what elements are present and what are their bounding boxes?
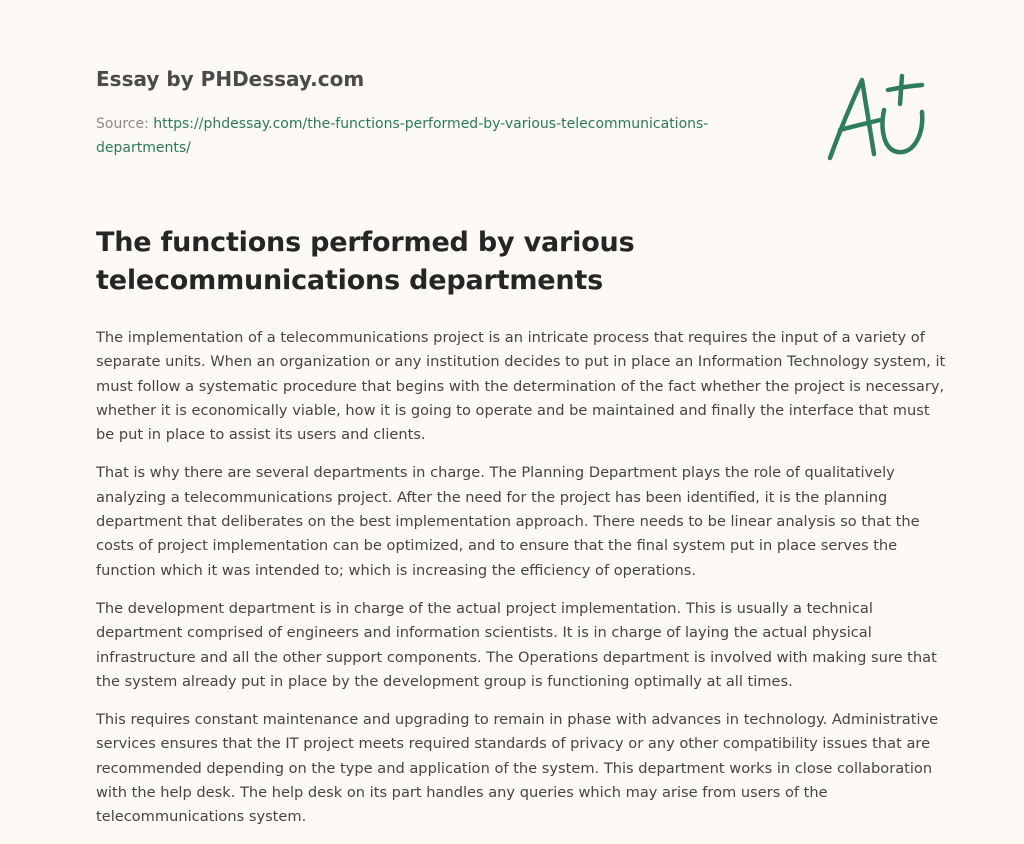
source-link[interactable]: https://phdessay.com/the-functions-performed-by-various-telecommunications-departments/ [96,116,709,156]
site-title: Essay by PHDessay.com [96,67,365,91]
essay-paragraph: The implementation of a telecommunications project is an intricate process that requires the input of a variety of separate units. When an organization or any institution decides to put in place an Information Technology system, it must follow a systematic procedure that begins with the determination of the fact whether the project is necessary, whether it is economically viable, how it is going to operate and be maintained and finally the interface that must be put in place to assist its users and clients. [96,329,946,444]
source-line [96,112,786,160]
essay-title: The functions performed by various telecommunications departments [96,227,635,296]
essay-body [96,224,946,844]
essay-paragraph: That is why there are several departments in charge. The Planning Department plays the role of qualitatively analyzing a telecommunications project. After the need for the project has been identified, it is the planning department that deliberates on the best implementation approach. There needs to be linear analysis so that the costs of project implementation can be optimized, and to ensure that the final system put in place serves the function which it was intended to; which is increasing the efficiency of operations. [96,464,920,579]
page-header [96,66,796,160]
essay-paragraph: The development department is in charge of the actual project implementation. This is usually a technical department comprised of engineers and information scientists. It is in charge of laying the actual physical infrastructure and all the other support components. The Operations department is involved with making sure that the system already put in place by the development group is functioning optimally at all times. [96,599,937,690]
essay-paragraph: This requires constant maintenance and upgrading to remain in phase with advances in technology. Administrative services ensures that the IT project meets required standards of privacy or any other compatibility issues that are recommended depending on the type and application of the system. This department works in close collaboration with the help desk. The help desk on its part handles any queries which may arise from users of the telecommunications system. [96,711,939,826]
a-plus-grade-icon [818,68,930,168]
source-label: Source: [96,116,149,132]
